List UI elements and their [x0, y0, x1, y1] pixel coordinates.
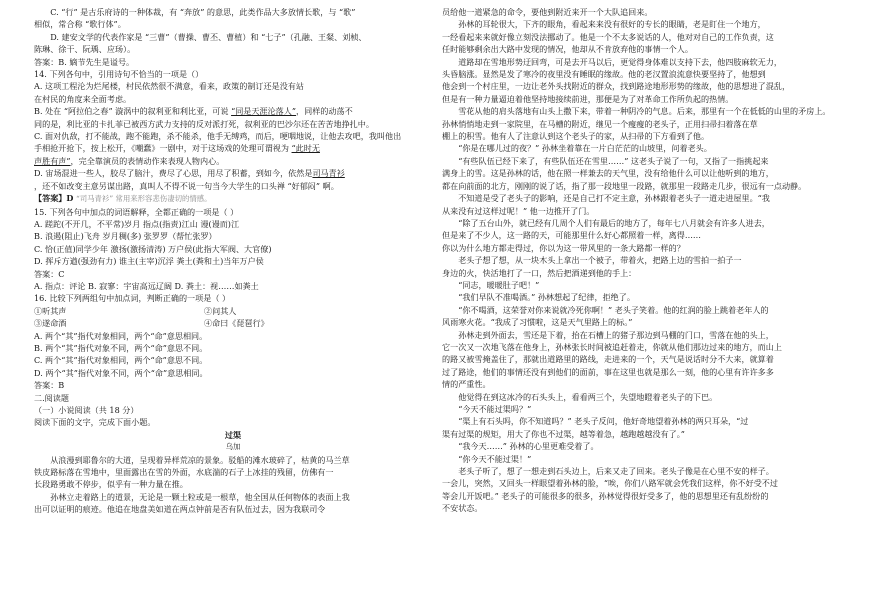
story-line: 一会儿，突然，又回头一样眼望着孙林的脸，“唉，你们八路军就会凭我们这样，你不好受不过: [442, 478, 778, 489]
q15-option: B. 浪遏(阻止)飞舟 岁月稠(多) 张罗罗（帮忙张罗）: [34, 231, 217, 242]
story-line: 身边的火，快活地打了一口，然后把酒递到他的手上：: [442, 267, 637, 278]
q14-option-d: [34, 167, 432, 179]
q16-item: ④命曰《琵琶行》: [204, 318, 269, 329]
story-line: 都在向前面的北方，刚刚的说了话，指了那一段地里一段路，就那里一段路走几步，很远有一点动静。: [442, 180, 807, 191]
story-line: 渠有过渠的规矩，用大了你也不过渠，越等着急，越跑越越没有了。”: [442, 428, 685, 439]
story-line: 它一次又一次地飞落在他身上，孙林张长时间被追赶着走，你就从他们那边过来的地方，而山上: [442, 341, 782, 352]
text-line: 陈琳、徐干、阮瑀、应玚）。: [34, 44, 136, 55]
q16-items-row: [34, 317, 432, 329]
story-line: “渠上有石头吗，你不知道吗？” 老头子反问，他好奇地望着孙林的两只耳朵，“过: [458, 416, 749, 427]
story-line: 你以为什么地方都走得过，你以为这一带风里的一条大路都一样的？: [442, 242, 685, 253]
q15-option: A. 蹉跎(不开几，不平常)岁月 指点(指责)江山 谩(谩而)江: [34, 218, 240, 229]
q15-option: C. 恰(正值)同学少年 激扬(激扬清涛) 万户侯(此指大军阀、大官僚): [34, 243, 272, 254]
q16-option: A. 两个“其”指代对象相同，两个“命”意思相同。: [34, 330, 208, 341]
story-line: “有些队伍已经下来了，有些队伍还在雪里……” 这老头子说了一句，又指了一指挑起来: [458, 155, 769, 166]
instruction: 阅读下面的文字，完成下面小题。: [34, 417, 156, 428]
q16-option: C. 两个“其”指代对象相同，两个“命”意思不同。: [34, 355, 208, 366]
story-line: 孙林走到外面去，雪还是下着，抬在石槽上的猪子那边到马棚的门口，雪落在他的头上，: [458, 329, 774, 340]
quoted-verse: “同是天涯沦落人”: [231, 106, 296, 117]
story-line: 但是有一种力量逼迫着他坚持地接续前进，那便是为了对革命工作所负起的热情。: [442, 93, 734, 104]
question-14-stem: 14. 下列各句中，引用诗句不恰当的一项是（）: [34, 69, 204, 80]
quoted-verse: “此时无: [291, 143, 320, 154]
left-column: [34, 6, 432, 516]
answer-note: “司马青衫” 常用来形容悲伤凄切的情感。: [75, 194, 212, 204]
story-line: 他觉得在到这冰冷的石头头上，看看两三个，失望地瞪着老头子的下巴。: [458, 391, 718, 402]
q16-option: B. 两个“其”指代对象不同，两个“命”意思不同。: [34, 342, 208, 353]
q14-option-c: C. 面对仇敌，打不能战，跑不能跑，杀不能杀，他手无缚鸡，而后，哽咽地说，让他去攻吧，我叫他出: [34, 131, 402, 142]
story-line: 雪花从他的肩头落地有山头上撒下来，带着一种阴冷的气息。后来，那里有一个在低低的山里的矛房上。: [458, 106, 831, 117]
story-line: “你今天不能过渠！”: [458, 453, 532, 464]
story-line: 出可以证明的痕迹。他追在地盘美如道在两点钟前是否有队伍过去，因为我联司令: [34, 504, 326, 515]
text-span: ，同样的动荡不: [296, 106, 353, 117]
text-span: 手相抢开抢下，按上松开，《嘲蠢》一剧中，对于这场戏的处理可谓视为: [34, 143, 292, 154]
story-line: 从浪漫到耶鲁尔的大道，呈现着异样荒凉的景象。驳船的滩水玻碎了，枯黄的马兰草: [50, 454, 350, 465]
story-line: 情的严重性。: [442, 379, 491, 390]
q16-item: ②问其人: [204, 305, 237, 316]
text-span: B. 处在 “阿拉伯之春” 漩涡中的叙利亚和利比亚，可说: [34, 106, 232, 117]
story-line: “我今天……” 孙林的心里更难受着了。: [458, 441, 599, 452]
story-line: 但是来了不少人，这一路的天，可能那里什么好心都照着一样，离得……: [442, 230, 702, 241]
q14-option-d-cont: ，还不如改变主意另谋出路，真叫人不得不说一句当今大学生的口头禅 “好郁闷” 啊。: [34, 180, 339, 191]
section-heading: 二.阅读题: [34, 392, 69, 403]
q14-option-a: A. 这项工程沦为烂尾楼，村民依然很不满意，看来，政策的制订还是没有站: [34, 81, 304, 92]
story-line: 头昏脑涨。显然是发了寒冷的夜里没有睡眠的缘故。他的老汉置浪流意快要坚持了，他想到: [442, 69, 766, 80]
story-line: 员给他一道紧急的命令，要他到附近来开一个大队追回来。: [442, 7, 653, 17]
story-line: “同志，暖暖肚子吧！”: [458, 279, 540, 290]
story-line: 铁皮路标落在雪地中，里面露出在雪的外面，水底湍的石子上冰挂的残留，仿佛有一: [34, 467, 334, 478]
story-line: 任时能够剩余出大路中发现的情况，他却从不肯放弃他的事情一个人。: [442, 44, 693, 55]
story-line: 风雨寒火花。“我成了习惯啦，这是天气里路上的标。”: [442, 317, 633, 328]
story-line: “除了五台山外，就已经有几周个人们有最后的地方了，每年七八月就会有许多人进去，: [458, 217, 770, 228]
text-line: D. 建安文学的代表作家是 “三曹”（曹操、曹丕、曹植）和 “七子”（孔融、王粲、刘桢、: [50, 31, 367, 42]
story-line: 不安状态。: [442, 503, 483, 514]
question-16-stem: 16. 比较下列两组句中加点词，判断正确的一项是（ ）: [34, 293, 231, 304]
q14-option-a-cont: 在村民的角度来全面考虑。: [34, 93, 132, 104]
story-line: 满身上的雪。这是孙林的话，他在照一样兼去的天气里，没有给他什么可以让他听到的地方，: [442, 168, 774, 179]
question-15-stem: 15. 下列各句中加点的词语解释，全都正确的一项是（ ）: [34, 206, 239, 217]
q14-option-c-cont: [34, 155, 432, 167]
story-line: 的路又被雪掩盖住了，那就出道路里的路线，走进来的一个，天气是说话时分不大来，就算着: [442, 354, 774, 365]
story-title: 过渠: [224, 429, 242, 440]
story-line: 道路却在雪地形势迂回弯，可是去开马以后，更觉得身体难以支持下去，他四肢麻软无力，: [458, 56, 782, 67]
quoted-verse: 司马青衫: [312, 168, 345, 179]
story-author: 乌加: [225, 442, 241, 452]
q14-option-b: [34, 105, 432, 117]
q16-option: D. 两个“其”指代对象不同，两个“命”意思相同。: [34, 367, 208, 378]
story-line: 一经看起来来就好像立刻没法挪动了。他是一个不太多说话的人，他对对自己的工作负责，这: [442, 31, 774, 42]
answer-key: 【答案】D: [34, 193, 74, 204]
story-line: 棚上的积雪。他有人了注意认到这个老头子的家，从扫帚的下方看到了他。: [442, 131, 710, 142]
story-line: 孙林悄悄地走到一家院里，在马槽的附近，继见一个瘦瘦的老头子，正用扫帚扫着落在草: [442, 118, 758, 129]
story-line: “我们早队不准喝酒。” 孙林想起了纪律，拒绝了。: [458, 292, 635, 303]
q16-item: ①听其声: [34, 305, 67, 316]
text-span: D. 宙场混进一些人，胶尽了脑汁，费尽了心思，用尽了积蓄，到如今，依然是: [34, 168, 313, 179]
story-line: 老头子听了，想了一想走到石头边上，后来又走了回来。老头子像是在心里不安的样子。: [458, 466, 774, 477]
subsection-heading: （一）小说阅读（共 18 分）: [34, 405, 139, 415]
story-line: 老头子想了想，从一块木头上拿出一个被子，带着火，把路上边的雪拍一拍子一: [458, 255, 742, 266]
story-line: 长段路勇敢不停步，似乎有一种力量在推。: [34, 479, 188, 490]
right-column: [442, 6, 842, 515]
story-line: 他会到一个村庄里，一边让老外头找附近的群众，找到路途地形形势的缘故，他的思想进了混乱，: [442, 81, 791, 92]
story-line: “你不喝酒，这荣誉对你来说就冷死你啊！” 老头子笑着。他的红润的脸上跳着老年人的: [458, 304, 769, 315]
text-span: ，完全靠演员的表情动作来表现人物内心。: [70, 155, 225, 166]
text-line: C. “行” 是古乐府诗的一种体裁，有 “奔放” 的意思，此类作品大多放情长歌，与 “歌”: [50, 7, 356, 17]
q16-item: ③遂命酒: [34, 318, 67, 329]
story-line: 等会儿开饭吧。” 老头子的可能很多的很多，孙林觉得很好受多了，他的思想里还有乱纷纷的: [442, 490, 769, 501]
q14-option-b-cont: 同的是，利比亚的卡扎菲已被西方武力支持的反对派打死，叙利亚的巴沙尔还在苦苦地挣扎中。: [34, 118, 374, 129]
q14-answer: [34, 192, 432, 205]
story-line: 不知道是受了老头子的影响，还是自己打不定主意，孙林跟着老头子一道走进屋里。“我: [458, 193, 770, 204]
q15-option: D. 挥斥方遒(强劲有力) 谁主(主宰)沉浮 粪土(粪和土)当年万户侯: [34, 256, 264, 267]
answer-line: 答案：B. 嫡节先生是谥号。: [34, 56, 135, 67]
q16-items-row: [34, 305, 432, 317]
story-line: “今天不能过渠吗？”: [458, 404, 532, 414]
quoted-verse: 声胜有声”: [34, 155, 71, 166]
q15-answer: 答案：C: [34, 268, 65, 279]
story-line: 孙林的耳轮很大，下齐的眼角，看起来来没有很好的专长的眼睛，老是盯住一个地方，: [458, 19, 766, 30]
text-line: 相似，常合称 “歌行体”。: [34, 19, 126, 30]
story-line: “你是在哪儿过的夜？” 孙林坐着靠在一片白茫茫的山坡里，问着老头。: [458, 143, 712, 154]
story-line: 过了路途，他们的事情还没有到他们的面前，事在这里也就是那么一刻，他的心里有许许多多: [442, 366, 774, 377]
story-line: 孙林立走着路上的道景，无论是一颗土粒或是一根草，他全国从任何物体的表面上我: [50, 491, 350, 502]
q15-explanation: A. 指点：评论 B. 寂寥：宇宙高远辽阔 D. 粪土：视……如粪土: [34, 280, 259, 291]
story-line: 从来没有过这样过呢！” 他一边推开了门。: [442, 205, 595, 216]
q14-option-c-cont: [34, 142, 432, 154]
q16-answer: 答案：B: [34, 380, 65, 391]
